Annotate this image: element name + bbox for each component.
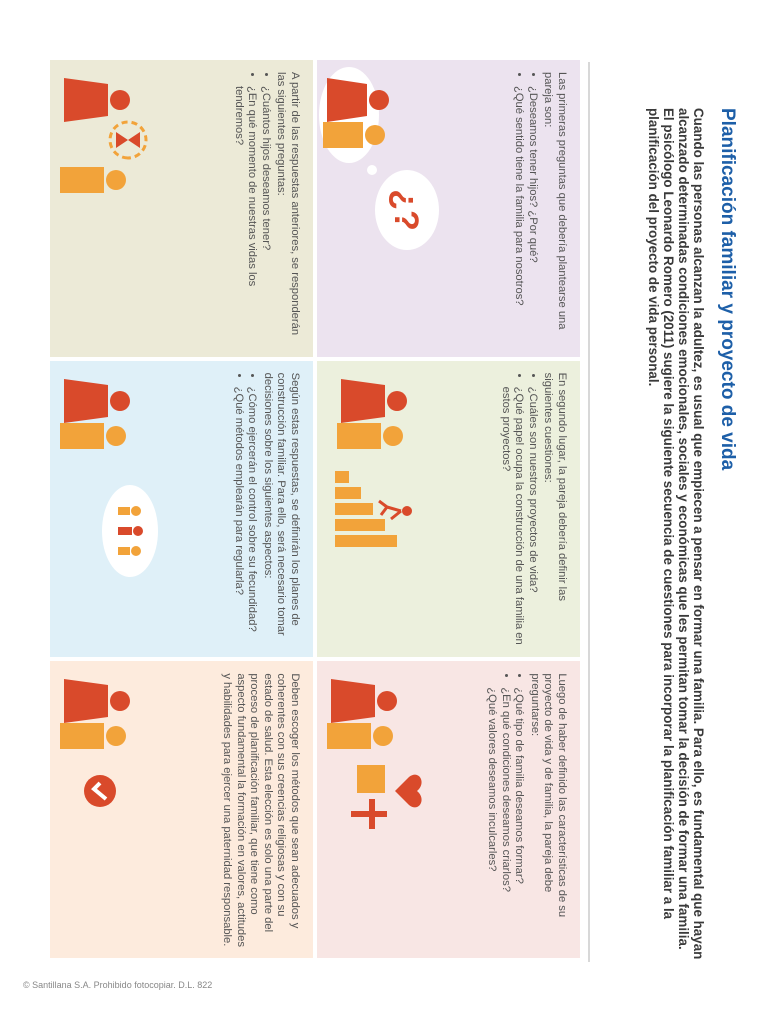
stairs-icon	[335, 471, 397, 547]
couple-icon	[327, 679, 397, 749]
step-3-bullet-2: • ¿En qué condiciones deseamos criarlos?	[498, 687, 512, 948]
couple-children-illustration	[50, 361, 200, 655]
step-5-bullet-2: • ¿Qué métodos emplearán para regularla?	[231, 387, 245, 648]
climbing-person-icon	[379, 501, 412, 519]
step-3-subquestion: ¿Qué valores deseamos inculcarles?	[486, 687, 499, 872]
intro-paragraph-1: Cuando las personas alcanzan la adultez, es usual que empiecen a pensar en formar una familia. Para ello, es fundamental que hayan alcanzado determinadas condiciones emocionales, sociales y económicas que les permitan tomar la decisión de formar una familia.	[676, 108, 706, 960]
divider	[588, 62, 590, 962]
heart-icon	[395, 775, 422, 808]
step-1-card	[317, 60, 580, 357]
step-6-card	[50, 661, 313, 958]
step-4-intro: A partir de las respuestas anteriores, se responderán las siguientes preguntas:	[275, 72, 301, 336]
question-marks-icon: ¿?	[387, 189, 425, 231]
couple-icon	[60, 679, 130, 749]
step-1-text	[512, 72, 568, 332]
intro-text	[646, 108, 706, 968]
step-1-bullet-1: • ¿Deseamos tener hijos? ¿Por qué?	[525, 86, 539, 332]
step-2-text	[498, 373, 568, 648]
values-symbols-icon	[351, 765, 422, 829]
step-6-text	[217, 673, 301, 948]
step-4-list	[231, 72, 272, 347]
couple-values-illustration	[317, 661, 467, 955]
step-2-intro: En segundo lugar, la pareja debería definir las siguientes cuestiones:	[542, 372, 568, 601]
step-1-list	[512, 72, 539, 332]
couple-stairs-illustration	[317, 361, 467, 655]
intro-paragraph-2: El psicólogo Leonardo Romero (2011) sugiere la siguiente secuencia de cuestiones para incorporar la planificación familiar a la planificación del proyecto de vida personal.	[646, 108, 676, 920]
step-1-intro: Las primeras preguntas que debería plantearse una pareja son:	[542, 72, 568, 330]
step-5-card	[50, 361, 313, 658]
couple-icon	[60, 379, 130, 449]
check-icon	[84, 775, 116, 807]
step-4-card	[50, 60, 313, 357]
hourglass-icon	[110, 122, 146, 158]
steps-grid	[50, 60, 580, 958]
cross-icon	[351, 799, 387, 829]
copyright-footer: © Santillana S.A. Prohibido fotocopiar. D.L. 822	[23, 980, 213, 990]
step-2-list	[498, 373, 539, 648]
step-3-card	[317, 661, 580, 958]
couple-question-illustration	[317, 60, 467, 354]
step-3-text	[484, 673, 568, 948]
step-3-list	[498, 673, 525, 948]
step-1-bullet-2: • ¿Qué sentido tiene la familia para nosotros?	[512, 86, 526, 332]
step-2-card	[317, 361, 580, 658]
step-5-text	[231, 373, 301, 648]
step-5-intro: Según estas respuestas, se definirán los planes de construcción familiar. Para ello, será necesario tomar decisiones sobre los siguientes aspectos:	[261, 372, 301, 636]
step-5-bullet-1: • ¿Cómo ejercerán el control sobre su fecundidad?	[245, 387, 259, 648]
step-4-bullet-2: • ¿En qué momento de nuestras vidas los tendremos?	[231, 86, 258, 347]
couple-check-illustration	[50, 661, 200, 955]
page-title: Planificación familiar y proyecto de vida	[717, 108, 738, 471]
step-4-text	[231, 72, 301, 347]
step-6-paragraph: Deben escoger los métodos que sean adecuados y coherentes con sus creencias religiosas y con su estado de salud. Esta elección es solo una parte del proceso de planificación familiar, que tiene como aspecto fundamental la formación en valores, actitudes y habilidades para ejercer una paternidad responsable.	[221, 673, 301, 947]
couple-time-illustration	[50, 60, 200, 354]
couple-icon	[337, 379, 407, 449]
couple-icon	[319, 67, 389, 163]
step-3-intro: Luego de haber definido las características de su proyecto de vida y de familia, la pareja debe preguntarse:	[528, 673, 568, 918]
step-2-bullet-2: • ¿Qué papel ocupa la construcción de una familia en estos proyectos?	[498, 387, 525, 648]
step-5-list	[231, 373, 258, 648]
step-4-bullet-1: • ¿Cuántos hijos deseamos tener?	[258, 86, 272, 347]
step-2-bullet-1: • ¿Cuáles son nuestros proyectos de vida?	[525, 387, 539, 648]
step-3-bullet-1: • ¿Qué tipo de familia deseamos formar?	[512, 687, 526, 948]
puzzle-icon	[357, 765, 385, 793]
